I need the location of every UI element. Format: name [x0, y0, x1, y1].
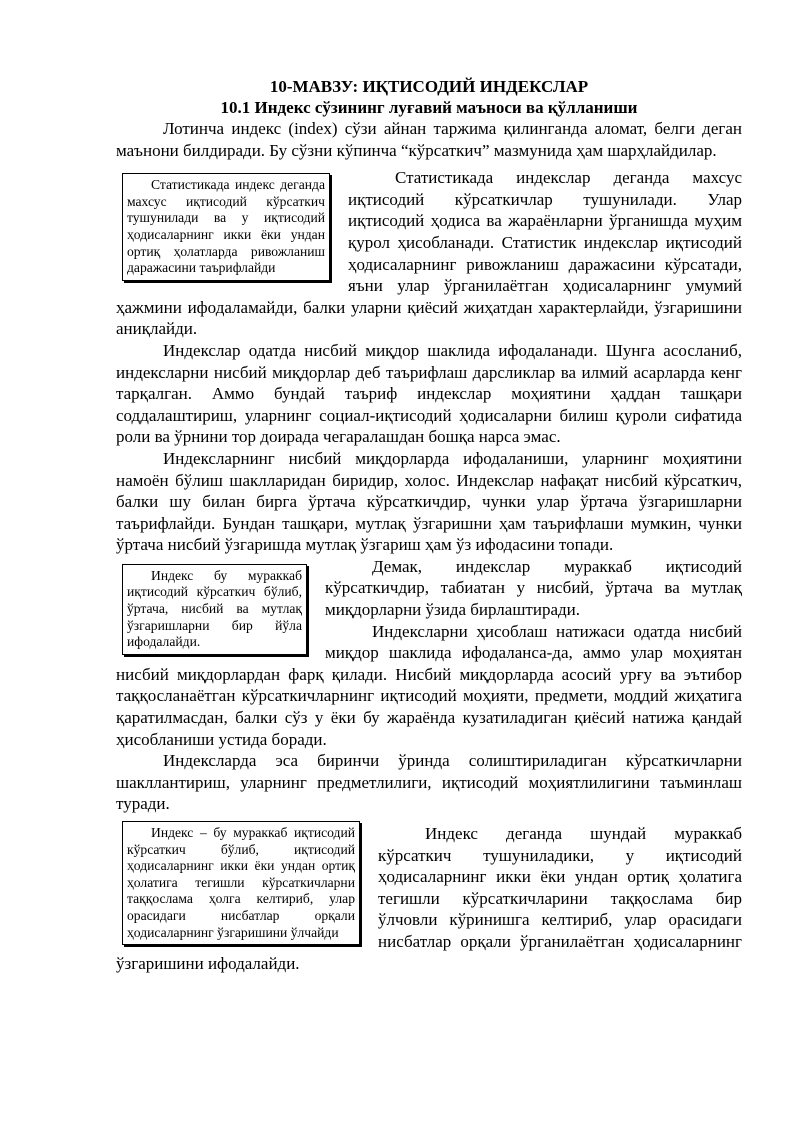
- document-page: [116, 70, 742, 974]
- section-subtitle: 10.1 Индекс сўзининг луғавий маъноси ва қўлланиши: [220, 98, 638, 117]
- sidebar-definition-box-1: [122, 173, 330, 281]
- paragraph-comparison: Индексларда эса биринчи ўринда солиштириладиган кўрсаткичларни шакллантириш, уларнинг предметлилиги, иқтисодий моҳиятлилигини таъминлаш туради.: [116, 751, 742, 814]
- sidebar-box-3-text: Индекс – бу мураккаб иқтисодий кўрсаткич бўлиб, иқтисодий ҳодисаларнинг икки ёки ундан ортиқ ҳолатига тегишли кўрсаткичларни таққослама ҳолга келтириб, улар орасидаги нисбатлар орқали ҳодисаларнинг ўзгаришини ўлчайди: [127, 825, 355, 940]
- sidebar-definition-box-2: [122, 564, 307, 655]
- sidebar-box-2-text: Индекс бу мураккаб иқтисодий кўрсаткич бўлиб, ўртача, нисбий ва мутлақ ўзгаришларни бир йўла ифодалайди.: [127, 567, 302, 650]
- sidebar-box-1-text: Статистикада индекс деганда махсус иқтисодий кўрсаткич тушунилади ва у иқтисодий ҳодисаларнинг икки ёки ундан ортиқ ҳолатларда ривожланиш даражасини таърифлайди: [127, 177, 325, 276]
- paragraph-conclusion: Демак, индекслар мураккаб иқтисодий кўрсаткичдир, табиатан у нисбий, ўртача ва мутлақ миқдорларни ўзида бирлаштиради.: [325, 556, 742, 620]
- paragraph-statistics-definition: Статистикада индекслар деганда махсус иқтисодий кўрсаткичлар тушунилади. Улар иқтисодий ҳодиса ва жараёнларни ўрганишда муҳим қурол ҳисобланади. Статистик индекслар иқтисодий ҳодисаларнинг ривожланиш даражасини кўрсатади, яъни улар ўрганилаётган ҳодисаларнинг умумий ҳажмини ифодаламайди, балки уларни қиёсий жиҳатдан характерлайди, ўзгаришини аниқлайди.: [116, 168, 742, 339]
- paragraph-calculation: Индексларни ҳисоблаш натижаси одатда нисбий миқдор шаклида ифодаланса-да, аммо улар моҳиятан нисбий миқдорлардан фарқ қилади. Нисбий миқдорларда асосий урғу ва эътибор таққосланаётган кўрсаткичларнинг иқтисодий моҳияти, предмети, моддий жиҳатига қаратилмасдан, балки сўз у ёки бу жараёнда кузатиладиган қиёсий натижа қандай ҳисобланиши устида боради.: [116, 621, 742, 749]
- paragraph-intro: Лотинча индекс (index) сўзи айнан таржима қилинганда аломат, белги деган маънони билдиради. Бу сўзни кўпинча “кўрсаткич” мазмунида ҳам шарҳлайдилар.: [116, 119, 742, 160]
- page-title: 10-МАВЗУ: ИҚТИСОДИЙ ИНДЕКСЛАР: [269, 77, 589, 96]
- sidebar-definition-box-3: [122, 821, 360, 945]
- paragraph-relative-values: Индекслар одатда нисбий миқдор шаклида ифодаланади. Шунга асосланиб, индексларни нисбий миқдорлар деб таърифлаш дарсликлар ва илмий асарларда кенг тарқалган. Аммо бундай таъриф индекслар моҳиятини ҳаддан ташқари соддалаштириш, уларнинг социал-иқтисодий ҳодисаларни билиш қуроли сифатида роли ва ўрнини тор доирада чегаралашдан бошқа нарса эмас.: [116, 340, 742, 447]
- paragraph-forms: Индексларнинг нисбий миқдорларда ифодаланиши, уларнинг моҳиятини намоён бўлиш шаклларидан биридир, холос. Индекслар нафақат нисбий кўрсаткич, балки шу билан бирга ўртача кўрсаткичдир, чунки улар ўртача ўзгаришларни таърифлайди. Бундан ташқари, мутлақ ўзгаришни ҳам таърифлаши мумкин, чунки ўртача нисбий ўзгаришда мутлақ ўзгариш ҳам ўз ифодасини топади.: [116, 448, 742, 555]
- paragraph-index-definition: Индекс деганда шундай мураккаб кўрсаткич тушуниладики, у иқтисодий ҳодисаларнинг икки ёки ундан ортиқ ҳолатига тегишли кўрсаткичларини таққослама бир ўлчовли кўринишга келтириб, улар орасидаги нисбатлар орқали ўрганилаётган ҳодисаларнинг ўзгаришини ифодалайди.: [116, 824, 742, 973]
